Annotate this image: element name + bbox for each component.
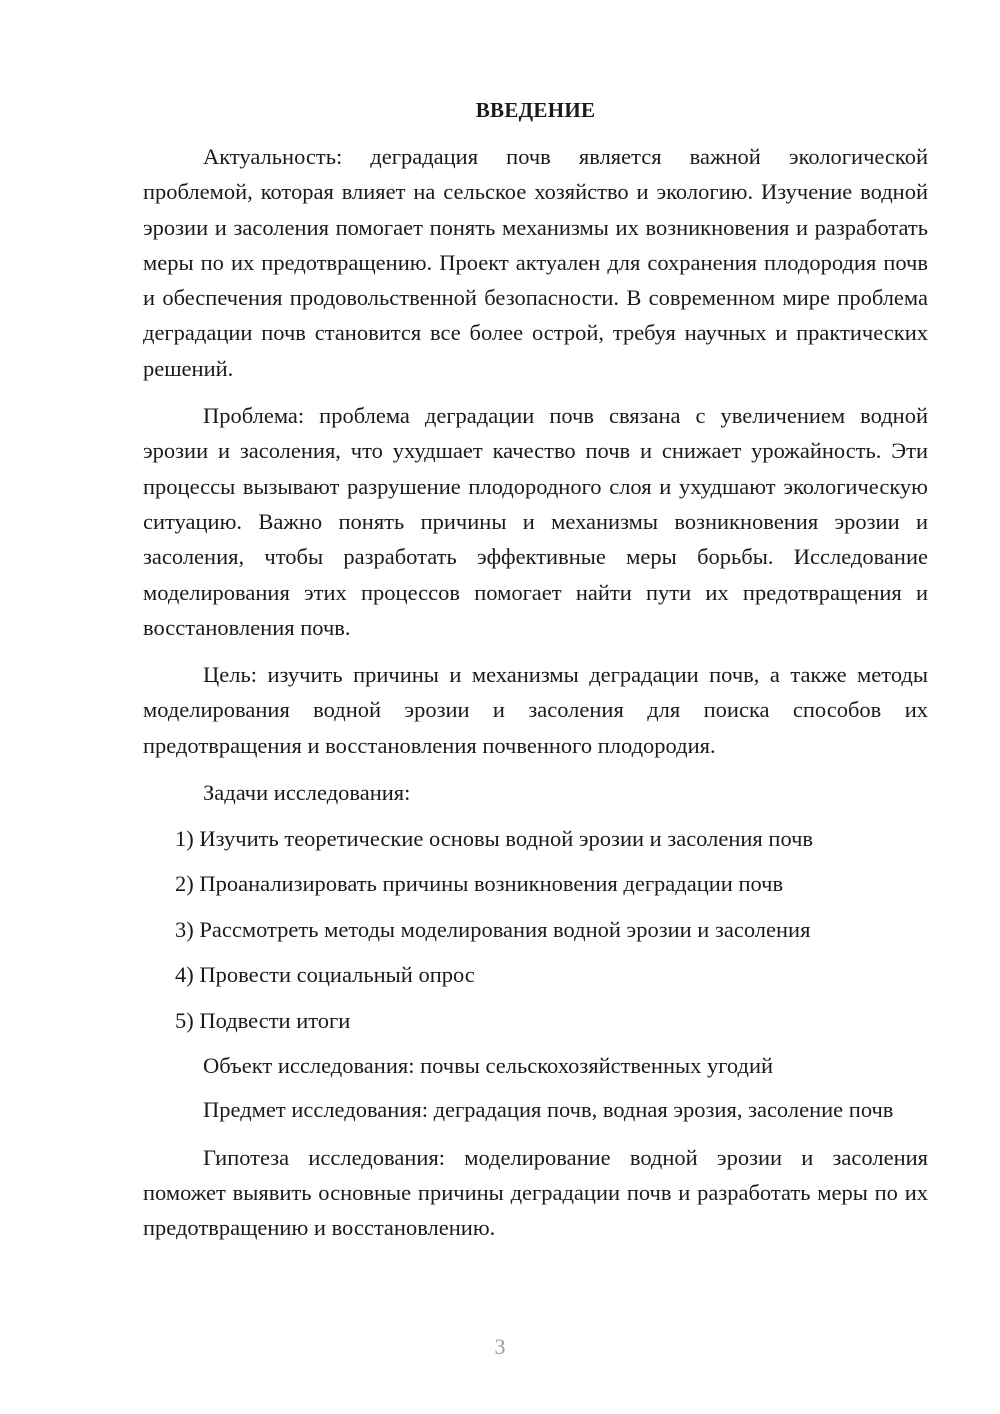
- subject-paragraph: Предмет исследования: деградация почв, водная эрозия, засоление почв: [203, 1097, 894, 1123]
- section-title: ВВЕДЕНИЕ: [475, 98, 596, 122]
- list-item: 4) Провести социальный опрос: [175, 962, 475, 988]
- list-item: 1) Изучить теоретические основы водной эрозии и засоления почв: [175, 825, 814, 851]
- object-paragraph: Объект исследования: почвы сельскохозяйственных угодий: [203, 1053, 774, 1079]
- tasks-list: [143, 821, 928, 1038]
- problem-paragraph: Проблема: проблема деградации почв связана с увеличением водной эрозии и засоления, что ухудшает качество почв и снижает урожайность. Эти процессы вызывают разрушение плодородного слоя и ухудшают экологическую ситуацию. Важно понять причины и механизмы возникновения эрозии и засоления, чтобы разработать эффективные меры борьбы. Исследование моделирования этих процессов помогает найти пути их предотвращения и восстановления почв.: [143, 403, 928, 640]
- list-item: 5) Подвести итоги: [175, 1007, 351, 1033]
- document-page: [143, 95, 928, 1258]
- page-number: 3: [494, 1334, 506, 1359]
- goal-paragraph: Цель: изучить причины и механизмы деградации почв, а также методы моделирования водной эрозии и засоления для поиска способов их предотвращения и восстановления почвенного плодородия.: [143, 662, 928, 758]
- hypothesis-paragraph: Гипотеза исследования: моделирование водной эрозии и засоления поможет выявить основные причины деградации почв и разработать меры по их предотвращению и восстановлению.: [143, 1144, 928, 1241]
- list-item: 3) Рассмотреть методы моделирования водной эрозии и засоления: [175, 916, 811, 942]
- relevance-paragraph: Актуальность: деградация почв является важной экологической проблемой, которая влияет на сельское хозяйство и экологию. Изучение водной эрозии и засоления помогает понять механизмы их возникновения и разработать меры по их предотвращению. Проект актуален для сохранения плодородия почв и обеспечения продовольственной безопасности. В современном мире проблема деградации почв становится все более острой, требуя научных и практических решений.: [143, 144, 928, 381]
- tasks-heading: Задачи исследования:: [203, 780, 411, 806]
- list-item: 2) Проанализировать причины возникновения деградации почв: [175, 871, 784, 897]
